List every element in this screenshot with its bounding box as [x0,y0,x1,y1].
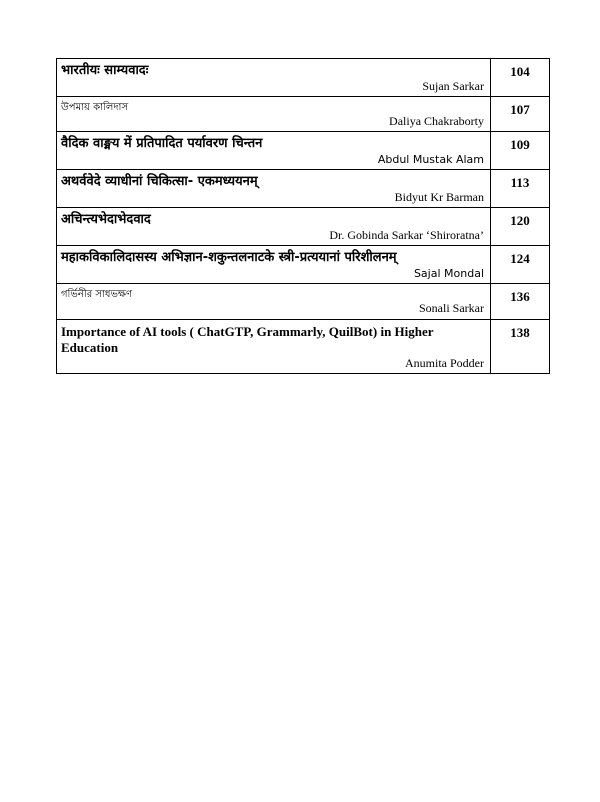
entry-author: Anumita Podder [405,356,484,370]
toc-row [57,59,550,97]
entry-author: Bidyut Kr Barman [394,190,484,204]
entry-page-number: 107 [491,97,550,132]
entry-title: Importance of AI tools ( ChatGTP, Grammarly, QuilBot) in Higher Education [61,324,434,355]
entry-title: अथर्ववेदे व्याधीनां चिकित्सा- एकमध्ययनम् [61,174,258,189]
entry-title: উপমায় কালিদাস [61,102,129,113]
entry-title: वैदिक वाङ्मय में प्रतिपादित पर्यावरण चिन्तन [61,136,263,151]
toc-row [57,208,550,246]
toc-entry-cell [57,320,491,374]
entry-title: भारतीयः साम्यवादः [61,63,149,78]
toc-entry-cell [57,132,491,170]
toc-entry-cell [57,246,491,284]
entry-author: Abdul Mustak Alam [377,153,484,166]
entry-page-number: 109 [491,132,550,170]
entry-title: গর্ভিনীর সাধভক্ষণ [61,289,133,300]
entry-page-number: 124 [491,246,550,284]
toc-row [57,246,550,284]
entry-author: Sajal Mondal [413,267,484,280]
entry-page-number: 113 [491,170,550,208]
toc-entry-cell [57,97,491,132]
entry-author: Sonali Sarkar [419,301,484,315]
toc-row [57,284,550,320]
entry-page-number: 138 [491,320,550,374]
entry-page-number: 136 [491,284,550,320]
table-of-contents [56,58,550,374]
toc-row [57,132,550,170]
toc-entry-cell [57,170,491,208]
toc-row [57,170,550,208]
toc-entry-cell [57,208,491,246]
toc-row [57,320,550,374]
toc-row [57,97,550,132]
toc-entry-cell [57,284,491,320]
entry-page-number: 104 [491,59,550,97]
entry-author: Dr. Gobinda Sarkar ‘Shiroratna’ [329,228,484,242]
toc-entry-cell [57,59,491,97]
entry-author: Sujan Sarkar [422,79,484,93]
entry-author: Daliya Chakraborty [389,114,484,128]
entry-title: अचिन्त्यभेदाभेदवाद [61,212,151,227]
entry-title: महाकविकालिदासस्य अभिज्ञान-शकुन्तलनाटके स्त्री-प्रत्ययानां परिशीलनम् [61,250,397,265]
entry-page-number: 120 [491,208,550,246]
